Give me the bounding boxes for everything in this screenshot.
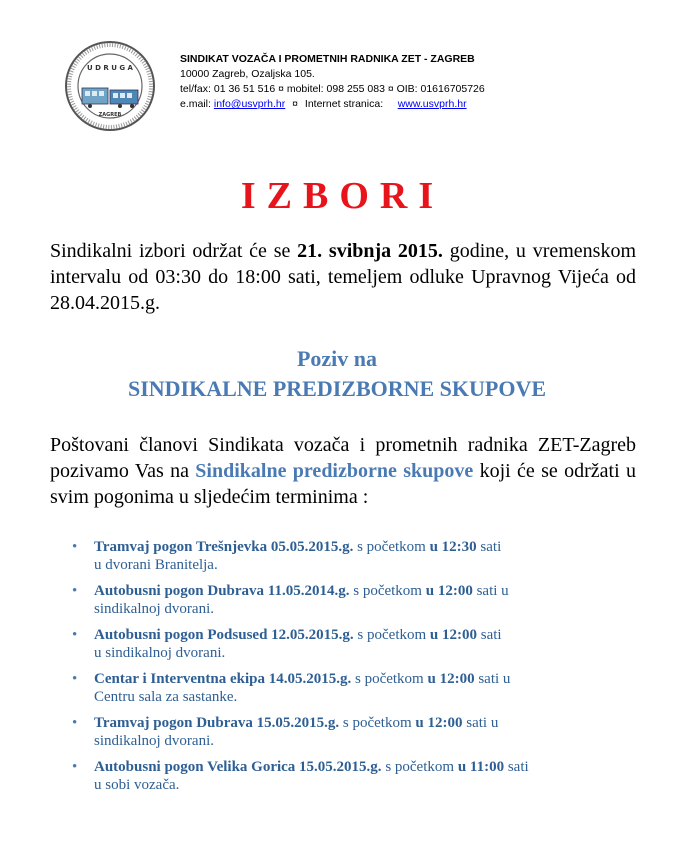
logo-text-bottom: ZAGREB (98, 112, 122, 118)
invitation-before: Poštovani članovi Sindikata vozača i prometnih radnika ZET-Zagreb pozivamo Vas na (50, 434, 636, 482)
election-date: 21. svibnja 2015. (297, 240, 443, 262)
event-start: s početkom (353, 627, 430, 643)
bullet-icon: • (72, 539, 78, 555)
poziv-subheading: SINDIKALNE PREDIZBORNE SKUPOVE (127, 376, 547, 401)
event-place: u sindikalnoj dvorani. (94, 645, 226, 661)
bullet-icon: • (72, 759, 78, 775)
org-address: 10000 Zagreb, Ozaljska 105. (180, 68, 315, 80)
event-location: Tramvaj pogon Dubrava 15.05.2015.g. (94, 715, 340, 731)
event-place: sindikalnoj dvorani. (94, 601, 214, 617)
intro-paragraph (50, 238, 636, 316)
page-title: IZBORI (240, 175, 445, 217)
email-label: e.mail: (180, 98, 211, 110)
letterhead (64, 40, 664, 140)
union-logo (64, 40, 156, 132)
event-end: sati (477, 627, 502, 643)
event-time: u 12:00 (429, 627, 478, 643)
event-start: s početkom (353, 539, 430, 555)
event-start: s početkom (339, 715, 416, 731)
invitation-paragraph (50, 432, 636, 510)
org-contact: tel/fax: 01 36 51 516 ¤ mobitel: 098 255 083 ¤ OIB: 01616705726 (180, 83, 485, 95)
list-item (72, 714, 632, 750)
email-link[interactable]: info@usvprh.hr (213, 98, 286, 110)
list-item (72, 538, 632, 574)
event-place: u dvorani Branitelja. (94, 557, 218, 573)
event-location: Autobusni pogon Dubrava 11.05.2014.g. (94, 583, 350, 599)
event-place: sindikalnoj dvorani. (94, 733, 214, 749)
event-location: Autobusni pogon Velika Gorica 15.05.2015.g. (94, 759, 382, 775)
event-place: u sobi vozača. (94, 777, 180, 793)
event-end: sati u (462, 715, 499, 731)
list-item (72, 626, 632, 662)
event-time: u 12:00 (425, 583, 473, 599)
event-list (72, 538, 632, 802)
org-details (180, 52, 485, 112)
logo-text-top: U D R U G A (87, 64, 133, 72)
bullet-icon: • (72, 671, 78, 687)
event-start: s početkom (351, 671, 428, 687)
event-start: s početkom (381, 759, 458, 775)
invitation-highlight: Sindikalne predizborne skupove (195, 460, 474, 482)
intro-before: Sindikalni izbori održat će se (50, 240, 298, 262)
event-time: u 12:30 (429, 539, 477, 555)
web-link[interactable]: www.usvprh.hr (397, 98, 467, 110)
event-end: sati (504, 759, 529, 775)
bullet-icon: • (72, 627, 78, 643)
invitation-after: koji će se održati u svim pogonima u sljedećim terminima : (50, 460, 637, 508)
event-location: Centar i Interventna ekipa 14.05.2015.g. (94, 671, 352, 687)
org-name: SINDIKAT VOZAČA I PROMETNIH RADNIKA ZET - ZAGREB (180, 53, 475, 65)
event-time: u 12:00 (427, 671, 475, 687)
list-item (72, 758, 632, 794)
bullet-icon: • (72, 583, 78, 599)
intro-after: godine, u vremenskom intervalu od 03:30 do 18:00 sati, temeljem odluke Upravnog Vijeća od 28.04.2015.g. (50, 240, 637, 314)
event-time: u 12:00 (415, 715, 463, 731)
event-time: u 11:00 (457, 759, 505, 775)
list-item (72, 670, 632, 706)
org-online (180, 97, 485, 112)
poziv-heading: Poziv na (296, 346, 378, 371)
event-end: sati u (474, 671, 511, 687)
event-location: Tramvaj pogon Trešnjevka 05.05.2015.g. (94, 539, 354, 555)
bullet-icon: • (72, 715, 78, 731)
event-location: Autobusni pogon Podsused 12.05.2015.g. (94, 627, 354, 643)
event-end: sati (476, 539, 502, 555)
event-place: Centru sala za sastanke. (94, 689, 238, 705)
web-label: Internet stranica: (304, 98, 384, 110)
list-item (72, 582, 632, 618)
separator: ¤ (292, 98, 298, 110)
event-end: sati u (472, 583, 509, 599)
event-start: s početkom (349, 583, 426, 599)
